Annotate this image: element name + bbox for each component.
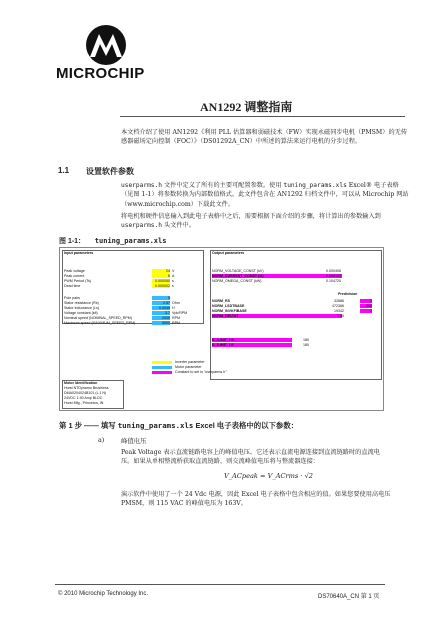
input-value-cell: 24 (152, 269, 170, 273)
motor-input-value-cell: 2.57 (152, 301, 170, 305)
output-scale-cell: 2 (360, 299, 372, 303)
output-name-highlight: NORM_DELTAT (212, 314, 342, 318)
motor-input-name: Pole pairs (64, 296, 80, 300)
motor-input-unit: Vpk/RPM (172, 311, 188, 315)
output-name: NORM_RS (212, 299, 230, 303)
motor-input-value-cell: 3.7 (152, 311, 170, 315)
footer-copyright: © 2010 Microchip Technology Inc. (58, 591, 149, 597)
peak-voltage-paragraph-2: 演示软件中使用了一个 24 Vdc 电源，因此 Excel 电子表格中包含相应的值。如果您要使用高电压 PMSM，则 115 VAC 的峰值电压为 163V。 (121, 491, 391, 508)
output-value: 0.000406 (326, 269, 341, 273)
motor-input-name: Nominal speed (NOMINAL_SPEED_RPM) (64, 316, 132, 320)
footer-page-number: DS70640A_CN 第 1 页 (318, 594, 380, 600)
output-name-highlight: NORM_CURRENT_CONST (kI) (212, 274, 342, 278)
output-name: NORM_LSDTBASE (212, 304, 245, 308)
motor-id-line: 24VDC 1.90 Amp BLDC (64, 396, 103, 400)
output-value: 180 (303, 343, 309, 347)
output-scale-cell: 2 (360, 309, 372, 313)
legend-swatch-motor (152, 366, 172, 369)
output-value: 0.104720 (326, 279, 341, 283)
sub-item-title: 峰值电压 (121, 437, 147, 445)
output-name-highlight: D_ILIMIT_HS (212, 338, 292, 342)
output-parameters-header: Output parameters (212, 251, 245, 255)
filename-tuning-params: tuning_params.xls (283, 182, 347, 189)
para2-text1: 将电机和硬件信息输入到此电子表格中之后，需要根据下面介绍的步骤，将计算出的参数输入到 (121, 213, 381, 220)
filename-userparms-2: userparms.h (121, 222, 162, 230)
section-title: 设置软件参数 (86, 167, 134, 176)
input-parameters-header: Input parameters (64, 251, 94, 255)
motor-id-line: Hurst NTDynamo Brushless (64, 386, 109, 390)
sub-item-marker: a) (98, 436, 105, 444)
motor-id-header: Motor Identification (64, 381, 98, 385)
paragraph-1 (121, 181, 411, 209)
input-value-cell: 0.000002 (152, 284, 170, 288)
input-name: Dead time (64, 284, 81, 288)
page-title: AN1292 调整指南 (200, 100, 293, 114)
input-unit: V (172, 269, 175, 273)
legend-swatch-inverter (152, 361, 172, 364)
legend-label: Constant to set in "userparms.h" (175, 370, 227, 374)
output-scale-cell: 256 (360, 304, 372, 308)
input-value-cell: 0.000050 (152, 279, 170, 283)
footer-divider (55, 584, 385, 585)
motor-input-unit: Ohm (172, 301, 180, 305)
output-value: 180 (303, 338, 309, 342)
output-name: NORM_OMEGA_CONST (kW) (212, 279, 262, 283)
motor-input-unit: H (172, 306, 175, 310)
step-1-label: 第 1 步 —— 填写 (59, 421, 118, 430)
para1-text1: 文件中定义了所有的主要可配置参数。使用 (161, 182, 284, 189)
predivision-header: Predivision (338, 292, 358, 296)
motor-input-value-cell: 2000 (152, 316, 170, 320)
peak-voltage-formula: V_ACpeak = V_ACrms · √2 (224, 472, 313, 480)
motor-input-name: Voltage constant (kfi) (64, 311, 98, 315)
figure-caption (59, 236, 166, 246)
para2-text2: 头文件中。 (161, 222, 195, 230)
legend-swatch-constant (152, 371, 172, 374)
motor-input-value-cell: 5000 (152, 321, 170, 325)
motor-input-name: Maximum speed (MAXIMUM_SPEED_RPM) (64, 321, 136, 325)
legend-label: Motor parameter (175, 365, 202, 369)
step-1-heading (59, 420, 298, 431)
motor-input-unit: RPM (172, 316, 180, 320)
output-value: 32886 (334, 299, 344, 303)
output-name: NORM_VOLTAGE_CONST (kV) (212, 269, 264, 273)
input-unit: s (172, 284, 174, 288)
legend-label: Inverter parameter (175, 360, 205, 364)
output-name: NORM_INVKFIBASE (212, 309, 247, 313)
output-value: 19342 (334, 309, 344, 313)
output-name-highlight: D_ILIMIT_LS (212, 343, 292, 347)
input-name: Peak voltage (64, 269, 85, 273)
motor-id-line: DMA0204024B101 (L 1 N) (64, 391, 107, 395)
step-1-filename: tuning_params.xls (117, 421, 194, 430)
output-value: 1.90 (337, 314, 344, 318)
output-value: 0.000183 (326, 274, 341, 278)
input-name: PWM Period (Ts) (64, 279, 92, 283)
figure-filename: tuning_params.xls (94, 237, 167, 245)
input-unit: s (172, 279, 174, 283)
input-name: Peak current (64, 274, 85, 278)
motor-id-line: Hurst Mfg., Princeton, IN (64, 401, 104, 405)
intro-paragraph: 本文档介绍了使用 AN1292《利用 PLL 估算器和弱磁技术（FW）实现永磁同步电机（PMSM）的无传感器磁场定向控制（FOC）》（DS01292A_CN）中所述的算法来运行电机的分步过程。 (121, 129, 408, 146)
output-value: 472366 (332, 304, 344, 308)
peak-voltage-paragraph: Peak Voltage 表示直流链路电容上的峰值电压。它还表示直流电源连接到直流链路时的直流电压。如果从单相整流桥获取直流链路，则交流峰值电压将与整流器连接： (121, 449, 380, 466)
input-value-cell: 6 (152, 274, 170, 278)
motor-input-value-cell: 5 (152, 296, 170, 300)
para1-text2: Excel® 电子表格（见图 1-1）将参数转换为内部数值格式。此文件包含在 AN1292 归档文件中，可以从 Microchip 网站（www.microchip.com）下载此文件。 (121, 182, 409, 208)
filename-userparms: userparms.h (121, 182, 162, 189)
step-1-rest: Excel 电子表格中的以下参数： (193, 421, 299, 430)
motor-input-name: Stator resistance (Rs) (64, 301, 99, 305)
title-divider (120, 116, 405, 117)
paragraph-2 (121, 212, 411, 231)
motor-input-name: Stator inductance (Ls) (64, 306, 100, 310)
input-unit: A (172, 274, 175, 278)
microchip-logo-icon (80, 24, 132, 66)
motor-input-value-cell: 0.0049 (152, 306, 170, 310)
spreadsheet-figure (59, 247, 384, 411)
section-number: 1.1 (58, 166, 70, 175)
motor-input-unit: RPM (172, 321, 180, 325)
brand-logo-text: MICROCHIP (56, 65, 145, 82)
figure-label: 图 1-1： (59, 238, 86, 245)
